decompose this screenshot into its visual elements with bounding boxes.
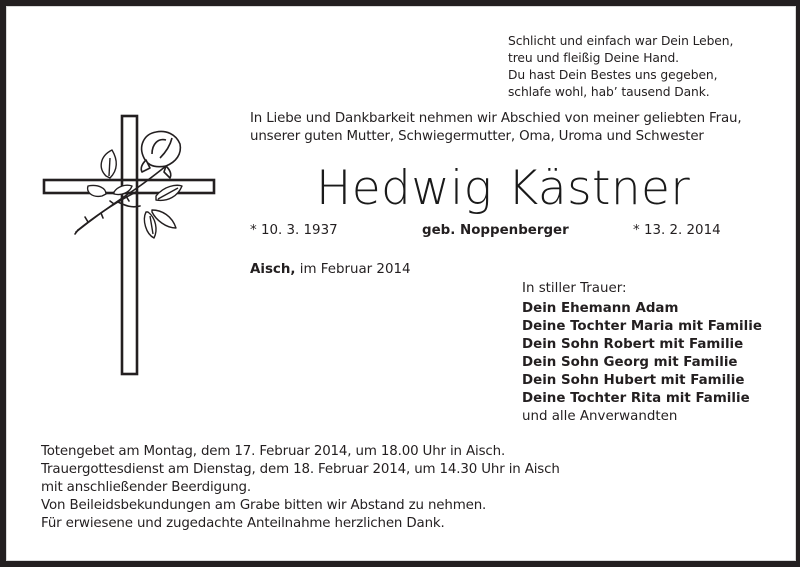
- maiden-name: geb. Noppenberger: [422, 223, 569, 238]
- mourner: Deine Tochter Maria mit Familie: [522, 319, 762, 334]
- intro-line: unserer guten Mutter, Schwiegermutter, Oma, Uroma und Schwester: [250, 129, 704, 144]
- mourner: Deine Tochter Rita mit Familie: [522, 391, 750, 406]
- poem-line: treu und fleißig Deine Hand.: [508, 51, 679, 65]
- poem-line: Schlicht und einfach war Dein Leben,: [508, 34, 734, 48]
- mourners-intro: In stiller Trauer:: [522, 281, 627, 296]
- mourner: Dein Sohn Robert mit Familie: [522, 337, 744, 352]
- service-notes: [41, 443, 560, 533]
- deceased-name: Hedwig Kästner: [316, 161, 691, 216]
- death-date: * 13. 2. 2014: [633, 223, 721, 238]
- place-date: [250, 261, 411, 279]
- note-line: Trauergottesdienst am Dienstag, dem 18. Februar 2014, um 14.30 Uhr in Aisch: [41, 462, 560, 477]
- intro-text: [250, 110, 741, 146]
- note-line: Von Beileidsbekundungen am Grabe bitten wir Abstand zu nehmen.: [41, 498, 487, 513]
- poem-line: schlafe wohl, hab’ tausend Dank.: [508, 85, 710, 99]
- mourner: Dein Sohn Hubert mit Familie: [522, 373, 745, 388]
- date: im Februar 2014: [295, 262, 411, 277]
- mourner: Dein Sohn Georg mit Familie: [522, 355, 738, 370]
- note-line: mit anschließender Beerdigung.: [41, 480, 252, 495]
- note-line: Totengebet am Montag, dem 17. Februar 2014, um 18.00 Uhr in Aisch.: [41, 444, 506, 459]
- poem: [508, 33, 733, 101]
- birth-date: * 10. 3. 1937: [250, 223, 338, 238]
- obituary-card: [6, 6, 796, 561]
- mourners-list: [522, 300, 762, 426]
- intro-line: In Liebe und Dankbarkeit nehmen wir Abschied von meiner geliebten Frau,: [250, 111, 742, 126]
- cross-with-rose-icon: [6, 6, 246, 406]
- place: Aisch,: [250, 262, 296, 277]
- mourner: Dein Ehemann Adam: [522, 301, 679, 316]
- note-line: Für erwiesene und zugedachte Anteilnahme herzlichen Dank.: [41, 516, 445, 531]
- relatives: und alle Anverwandten: [522, 409, 678, 424]
- poem-line: Du hast Dein Bestes uns gegeben,: [508, 68, 718, 82]
